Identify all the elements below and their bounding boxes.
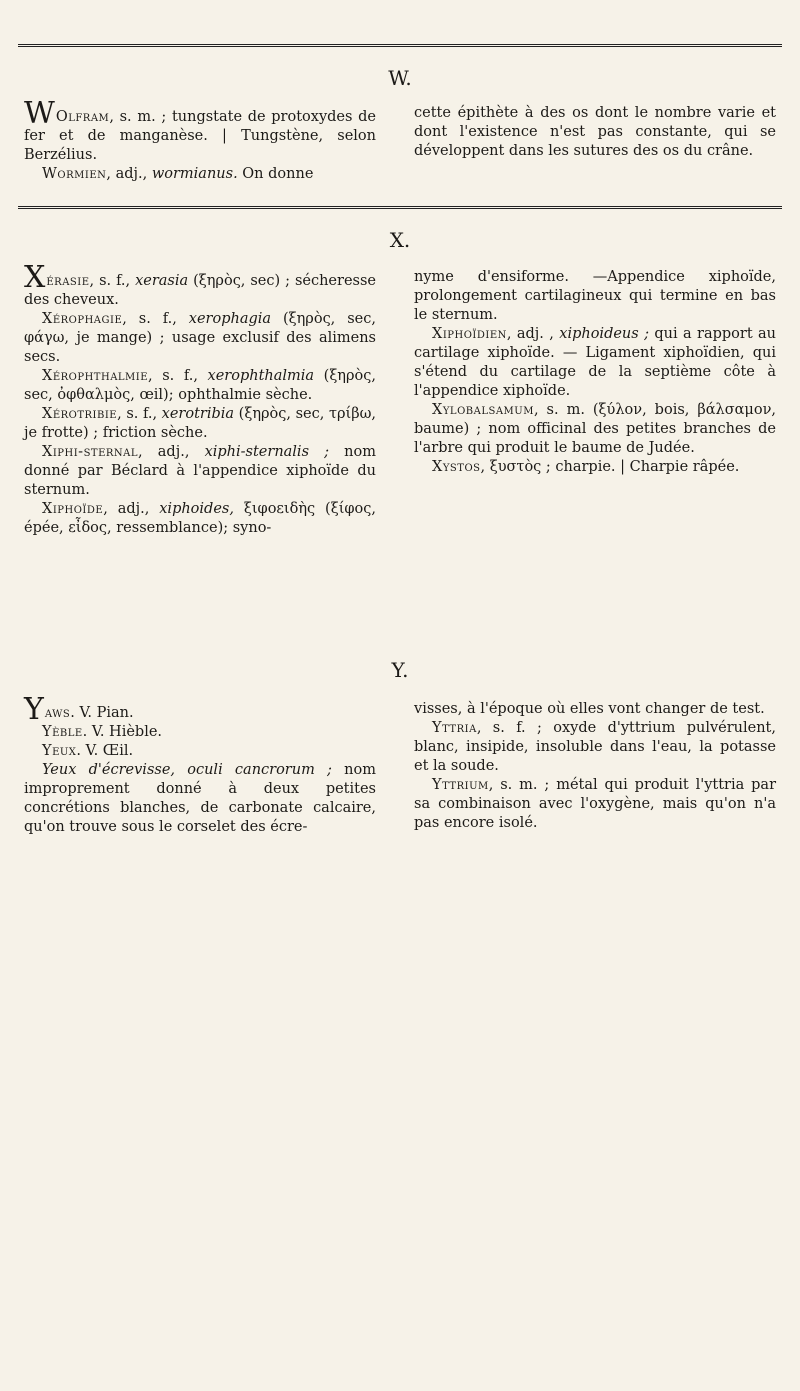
top-double-rule bbox=[18, 44, 782, 47]
column-w-left bbox=[24, 96, 376, 184]
column-y-left bbox=[24, 692, 376, 837]
column-y-right bbox=[414, 700, 776, 833]
entry-yeux: Yeux. V. Œil. bbox=[42, 743, 134, 759]
entry-yeble: Yèble. V. Hièble. bbox=[42, 724, 163, 740]
entry-wolfram: WOlfram, s. m. ; tungstate de protoxydes de fer et de manganèse. | Tungstène, selon Berzélius. bbox=[24, 96, 376, 163]
section-letter-w: W. bbox=[388, 66, 412, 90]
entry-xerophagie: Xérophagie, s. f., xerophagia (ξηρὸς, sec, φάγω, je mange) ; usage exclusif des alimens secs. bbox=[24, 311, 376, 365]
section-letter-x: X. bbox=[389, 228, 411, 252]
entry-xerasie: Xérasie, s. f., xerasia (ξηρὸς, sec) ; sécheresse des cheveux. bbox=[24, 260, 376, 308]
entry-xystos: Xystos, ξυστὸς ; charpie. | Charpie râpée. bbox=[432, 459, 740, 475]
column-x-right bbox=[414, 268, 776, 477]
column-w-right bbox=[414, 104, 776, 161]
entry-xiphoide-cont: nyme d'ensiforme. —Appendice xiphoïde, prolongement cartilagineux qui termine en bas le sternum. bbox=[414, 269, 776, 323]
entry-wormien-cont: cette épithète à des os dont le nombre varie et dont l'existence n'est pas constante, qui se développent dans les sutures des os du crâne. bbox=[414, 105, 776, 159]
section-letter-y: Y. bbox=[391, 658, 409, 682]
entry-xerophthalmie: Xérophthalmie, s. f., xerophthalmia (ξηρὸς, sec, ὀφθαλμὸς, œil); ophthalmie sèche. bbox=[24, 368, 376, 403]
entry-xiphoide: Xiphoïde, adj., xiphoides, ξιφοειδὴς (ξίφος, épée, εἶδος, ressemblance); syno- bbox=[24, 501, 376, 536]
entry-yeux-ecrevisse: Yeux d'écrevisse, oculi cancrorum ; nom improprement donné à deux petites concrétions blanches, de carbonate calcaire, qu'on trouve sous le corselet des écre- bbox=[24, 762, 376, 835]
entry-wormien: Wormien, adj., wormianus. On donne bbox=[42, 166, 314, 182]
entry-yttrium: Yttrium, s. m. ; métal qui produit l'yttria par sa combinaison avec l'oxygène, mais qu'on n'a pas encore isolé. bbox=[414, 777, 776, 831]
column-x-left bbox=[24, 260, 377, 538]
entry-yaws: Yaws. V. Pian. bbox=[24, 692, 134, 727]
entry-yeux-cont: visses, à l'époque où elles vont changer de test. bbox=[414, 701, 765, 717]
rule-before-x bbox=[18, 206, 782, 209]
entry-xiphoidien: Xiphoïdien, adj. , xiphoideus ; qui a rapport au cartilage xiphoïde. — Ligament xiphoïdien, qui s'étend du cartilage de la septième côte à l'appendice xiphoïde. bbox=[414, 326, 776, 399]
entry-yttria: Yttria, s. f. ; oxyde d'yttrium pulvérulent, blanc, insipide, insoluble dans l'eau, la potasse et la soude. bbox=[414, 720, 776, 774]
entry-xylobalsamum: Xylobalsamum, s. m. (ξύλον, bois, βάλσαμον, baume) ; nom officinal des petites branches de l'arbre qui produit le baume de Judée. bbox=[414, 402, 776, 456]
entry-xerotribie: Xérotribie, s. f., xerotribia (ξηρὸς, sec, τρίβω, je frotte) ; friction sèche. bbox=[24, 406, 377, 441]
entry-xiphi-sternal: Xiphi-sternal, adj., xiphi-sternalis ; nom donné par Béclard à l'appendice xiphoïde du sternum. bbox=[24, 444, 376, 498]
